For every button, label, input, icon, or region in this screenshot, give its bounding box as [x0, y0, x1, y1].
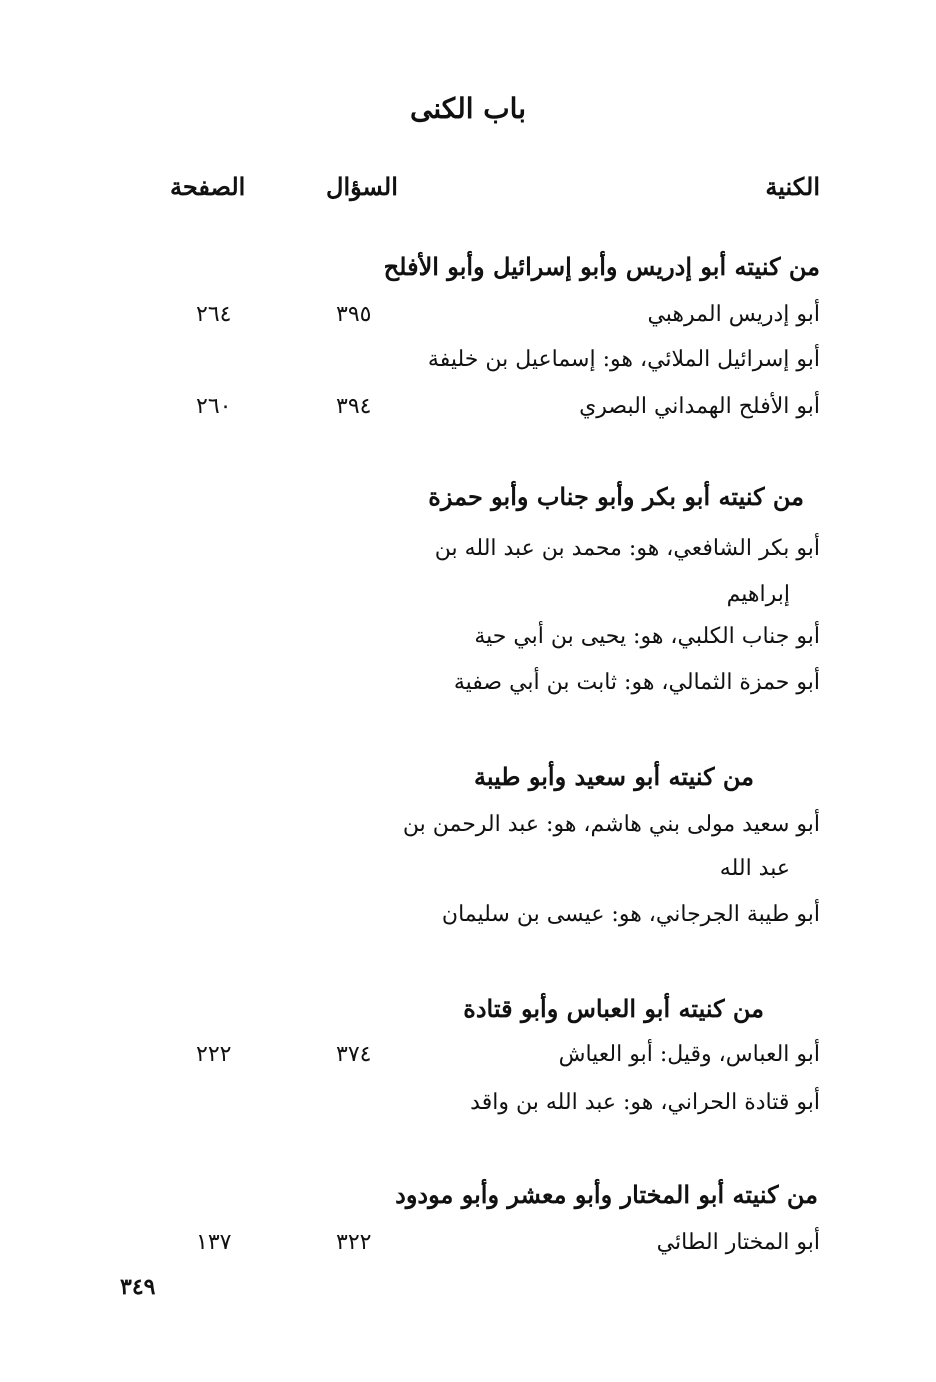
entry-page-number: ٢٦٠ — [196, 394, 232, 419]
entry-continuation: عبد الله — [719, 856, 790, 881]
entry-text: أبو سعيد مولى بني هاشم، هو: عبد الرحمن بن — [402, 812, 820, 837]
page-title: باب الكنى — [410, 92, 526, 125]
group-title: من كنيته أبو إدريس وأبو إسرائيل وأبو الأفلح — [383, 252, 820, 281]
group-title: من كنيته أبو بكر وأبو جناب وأبو حمزة — [428, 482, 804, 511]
entry-question-number: ٣٩٤ — [336, 394, 372, 419]
column-header-question: السؤال — [326, 172, 398, 201]
entry-page-number: ٢٢٢ — [196, 1042, 232, 1067]
entry-text: أبو طيبة الجرجاني، هو: عيسى بن سليمان — [441, 902, 820, 927]
entry-text: أبو المختار الطائي — [656, 1230, 820, 1255]
entry-continuation: إبراهيم — [726, 582, 790, 607]
entry-text: أبو حمزة الثمالي، هو: ثابت بن أبي صفية — [453, 670, 820, 695]
group-title: من كنيته أبو العباس وأبو قتادة — [463, 994, 764, 1023]
entry-text: أبو إدريس المرهبي — [647, 302, 820, 327]
group-title: من كنيته أبو سعيد وأبو طيبة — [474, 762, 754, 791]
page-number: ٣٤٩ — [120, 1274, 156, 1300]
column-header-page: الصفحة — [170, 172, 246, 201]
group-title: من كنيته أبو المختار وأبو معشر وأبو مودود — [395, 1180, 818, 1209]
entry-text: أبو إسرائيل الملائي، هو: إسماعيل بن خليفة — [427, 347, 820, 372]
entry-text: أبو بكر الشافعي، هو: محمد بن عبد الله بن — [434, 536, 820, 561]
entry-question-number: ٣٢٢ — [336, 1230, 372, 1255]
column-header-kunya: الكنية — [765, 172, 820, 201]
entry-text: أبو الأفلح الهمداني البصري — [579, 394, 820, 419]
entry-page-number: ١٣٧ — [196, 1230, 232, 1255]
entry-text: أبو العباس، وقيل: أبو العياش — [558, 1042, 820, 1067]
entry-question-number: ٣٧٤ — [336, 1042, 372, 1067]
entry-text: أبو قتادة الحراني، هو: عبد الله بن واقد — [470, 1090, 820, 1115]
entry-text: أبو جناب الكلبي، هو: يحيى بن أبي حية — [474, 624, 820, 649]
entry-question-number: ٣٩٥ — [336, 302, 372, 327]
entry-page-number: ٢٦٤ — [196, 302, 232, 327]
